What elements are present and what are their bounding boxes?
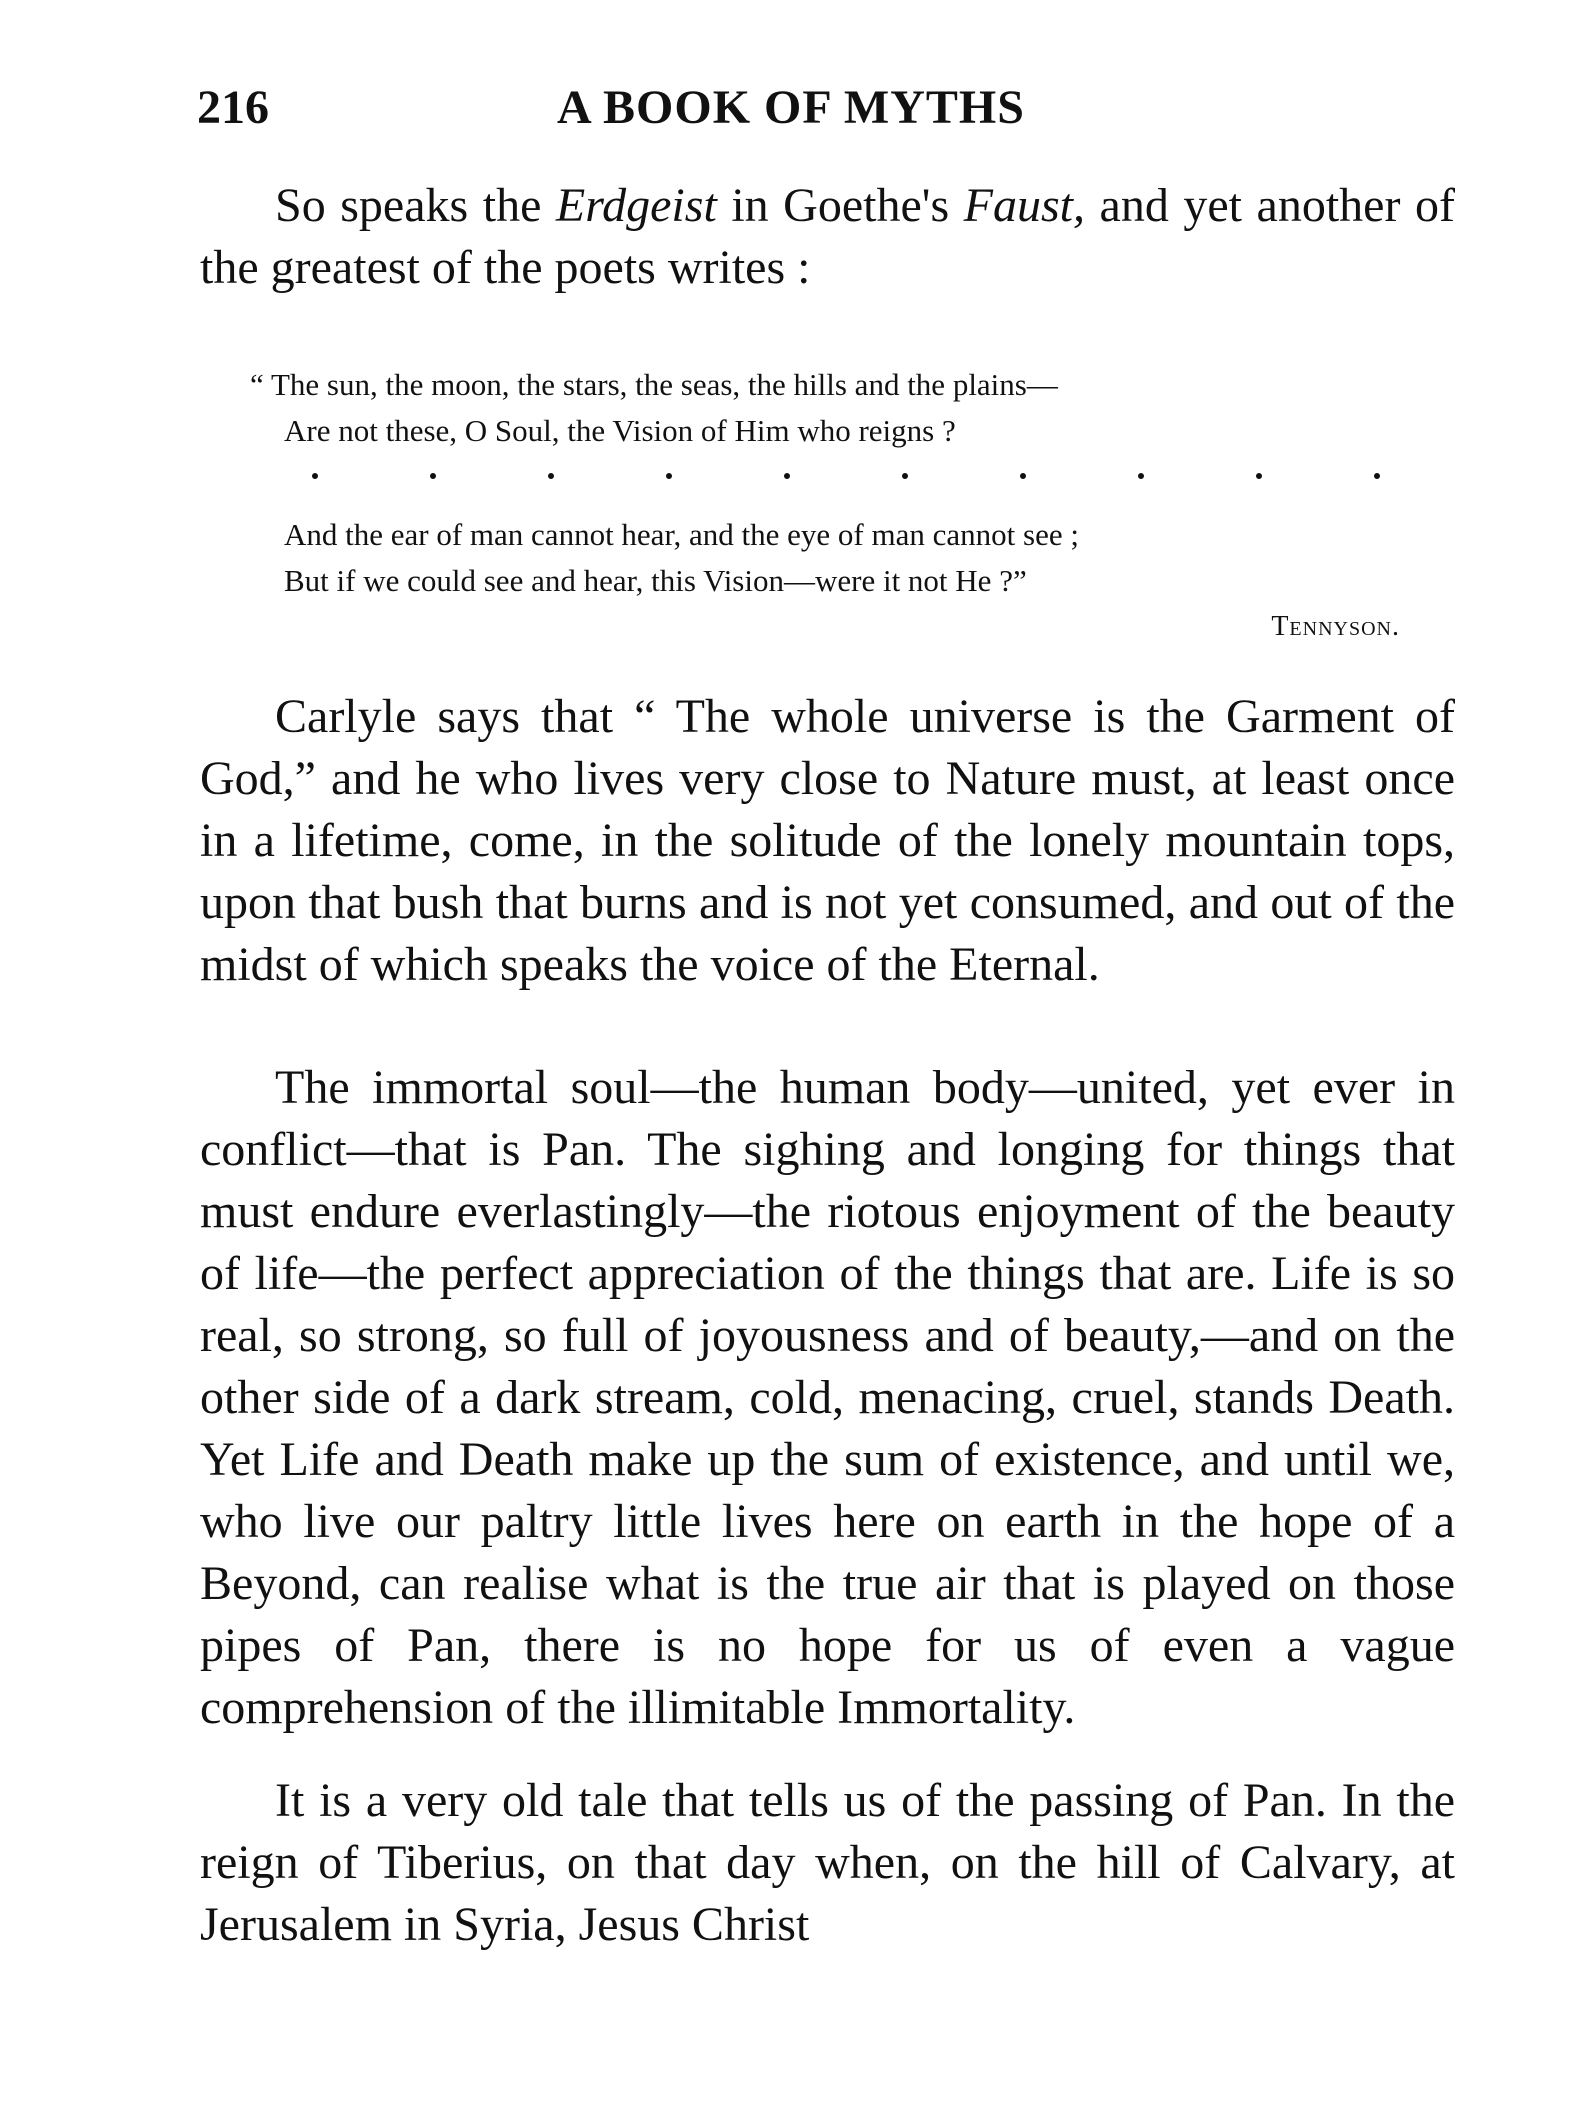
dot xyxy=(666,473,672,479)
dot xyxy=(1020,473,1026,479)
dot xyxy=(312,473,318,479)
intro-text-3: and yet another of the greatest of the poets writes : xyxy=(200,179,1455,294)
dot xyxy=(1138,473,1144,479)
poem-line-1: “ The sun, the moon, the stars, the seas, the hills and the plains— xyxy=(250,367,1058,402)
tennyson-quote xyxy=(250,362,1420,650)
book-title: A BOOK OF MYTHS xyxy=(557,81,1025,134)
erdgeist-italic: Erdgeist xyxy=(555,179,717,232)
intro-text-1: So speaks the xyxy=(275,179,556,232)
dot xyxy=(430,473,436,479)
ellipsis-dots xyxy=(250,456,1420,496)
dot xyxy=(548,473,554,479)
faust-italic: Faust, xyxy=(963,179,1085,232)
dot xyxy=(1256,473,1262,479)
dot xyxy=(784,473,790,479)
pan-paragraph: The immortal soul—the human body—united, yet ever in conflict—that is Pan. The sighing and longing for things that must endure everlastingly—the riotous enjoyment of the beauty of life—the perfect appreciation of the things that are. Life is so real, so strong, so full of joyousness and of beauty,—and on the other side of a dark stream, cold, menacing, cruel, stands Death. Yet Life and Death make up the sum of existence, and until we, who live our paltry little lives here on earth in the hope of a Beyond, can realise what is the true air that is played on those pipes of Pan, there is no hope for us of even a vague comprehension of the illimitable Immortality. xyxy=(200,1061,1455,1734)
poem-attribution: Tennyson. xyxy=(1271,611,1400,642)
dot xyxy=(1374,473,1380,479)
intro-text-2: in Goethe's xyxy=(716,179,964,232)
intro-paragraph xyxy=(200,175,1455,299)
carlyle-paragraph: Carlyle says that “ The whole universe is the Garment of God,” and he who lives very close to Nature must, at least once in a lifetime, come, in the solitude of the lonely mountain tops, upon that bush that burns and is not yet consumed, and out of the midst of which speaks the voice of the Eternal. xyxy=(200,690,1455,991)
tale-paragraph: It is a very old tale that tells us of the passing of Pan. In the reign of Tiberius, on that day when, on the hill of Calvary, at Jerusalem in Syria, Jesus Christ xyxy=(200,1774,1455,1951)
running-head xyxy=(197,80,1487,140)
poem-line-3: And the ear of man cannot hear, and the eye of man cannot see ; xyxy=(284,517,1079,552)
page-number: 216 xyxy=(197,81,269,134)
dot xyxy=(902,473,908,479)
poem-line-4: But if we could see and hear, this Vision—were it not He ?” xyxy=(284,563,1027,598)
poem-line-2: Are not these, O Soul, the Vision of Him who reigns ? xyxy=(284,413,956,448)
